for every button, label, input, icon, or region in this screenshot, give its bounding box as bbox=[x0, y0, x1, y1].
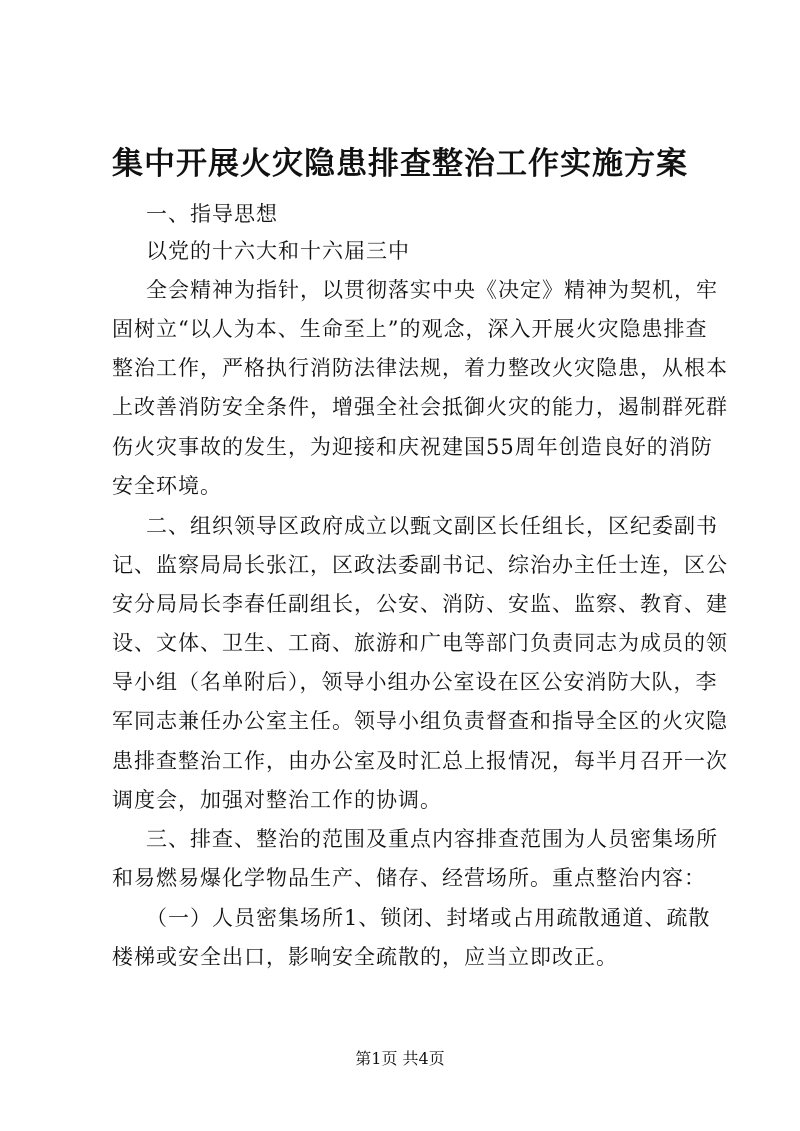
paragraph-line: 设、文体、卫生、工商、旅游和广电等部门负责同志为成员的领 bbox=[112, 631, 728, 655]
paragraph-line: 安分局局长李春任副组长，公安、消防、安监、监察、教育、建 bbox=[112, 592, 728, 616]
paragraph-line: （一）人员密集场所1、锁闭、封堵或占用疏散通道、疏散 bbox=[146, 906, 711, 930]
paragraph-line: 导小组（名单附后），领导小组办公室设在区公安消防大队，李 bbox=[112, 670, 718, 694]
paragraph-line: 整治工作，严格执行消防法律法规，着力整改火灾隐患，从根本 bbox=[112, 356, 728, 380]
paragraph-line: 二、组织领导区政府成立以甄文副区长任组长，区纪委副书 bbox=[146, 514, 718, 538]
paragraph-line: 伤火灾事故的发生，为迎接和庆祝建国55周年创造良好的消防 bbox=[112, 435, 713, 459]
paragraph-line: 楼梯或安全出口，影响安全疏散的，应当立即改正。 bbox=[112, 945, 618, 969]
document-title: 集中开展火灾隐患排查整治工作实施方案 bbox=[112, 146, 688, 182]
paragraph-line: 以党的十六大和十六届三中 bbox=[146, 239, 410, 263]
paragraph-line: 上改善消防安全条件，增强全社会抵御火灾的能力，遏制群死群 bbox=[112, 395, 728, 419]
paragraph-line: 记、监察局局长张江，区政法委副书记、综治办主任士连，区公 bbox=[112, 553, 728, 577]
heading-guiding-thought: 一、指导思想 bbox=[146, 202, 278, 226]
paragraph-line: 固树立“以人为本、生命至上”的观念，深入开展火灾隐患排查 bbox=[112, 317, 708, 341]
paragraph-line: 安全环境。 bbox=[112, 474, 222, 498]
paragraph-line: 三、排查、整治的范围及重点内容排查范围为人员密集场所 bbox=[146, 827, 718, 851]
page-footer: 第1页 共4页 bbox=[355, 1049, 445, 1068]
paragraph-line: 全会精神为指针，以贯彻落实中央《决定》精神为契机，牢 bbox=[146, 278, 718, 302]
paragraph-line: 调度会，加强对整治工作的协调。 bbox=[112, 788, 442, 812]
paragraph-line: 患排查整治工作，由办公室及时汇总上报情况，每半月召开一次 bbox=[112, 749, 728, 773]
paragraph-line: 和易燃易爆化学物品生产、储存、经营场所。重点整治内容： bbox=[112, 866, 706, 890]
paragraph-line: 军同志兼任办公室主任。领导小组负责督查和指导全区的火灾隐 bbox=[112, 709, 728, 733]
